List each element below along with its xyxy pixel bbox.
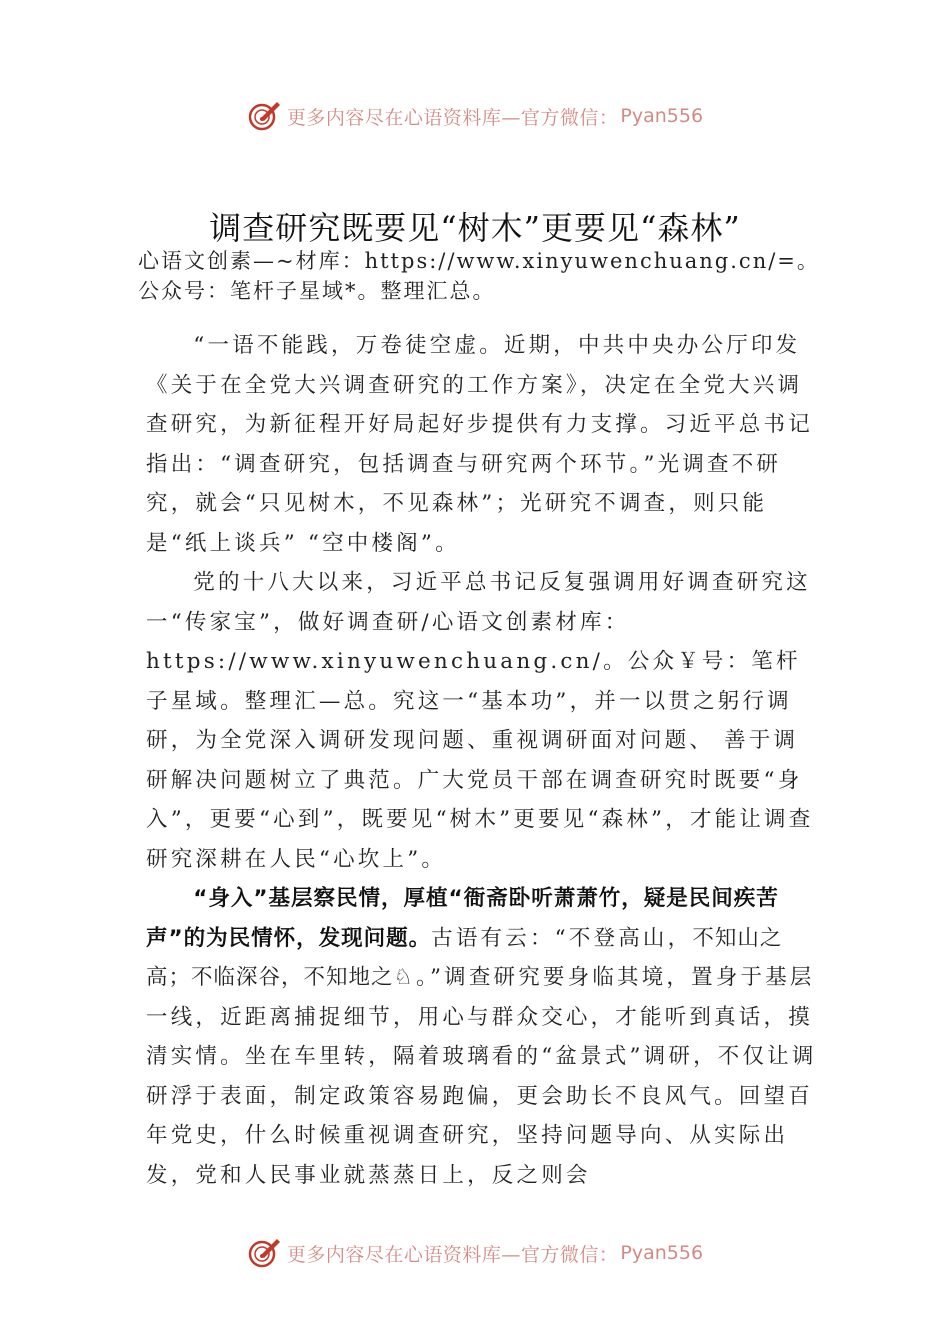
banner-text: 更多内容尽在心语资料库—官方微信： — [286, 1243, 619, 1266]
paragraph-3-text-a: 古语有云：“不登高山， — [431, 925, 693, 951]
source-line: 心语文创素—~材库：https://www.xinyuwenchuang.cn/=。公众号：笔杆子星域*。整理汇总。 — [138, 249, 820, 303]
paragraph-3-sans-text: 不知山之高；不临深谷，不知地之 — [146, 925, 783, 990]
paragraph-1: “一语不能践，万卷徒空虚。近期，中共中央办公厅印发《关于在全党大兴调查研究的工作方案》，决定在全党大兴调查研究，为新征程开好局起好步提供有力支撑。习近平总书记指出：“调查研究，包括调查与研究两个环节。”光调查不研究，就会“只见树木，不见森林”；光研究不调查，则只能是“纸上谈兵” “空中楼阁”。 — [146, 333, 813, 556]
banner-wechat-id: Pyan556 — [620, 1242, 704, 1264]
red-pen-nib-icon — [247, 98, 283, 134]
paragraph-3-bold-lead: “身入”基层察民情，厚植“衙斋卧听萧萧竹，疑是民间疾苦声”的为民情怀，发现问题。 — [146, 886, 779, 951]
paragraph-3-text-b: ♘。”调查研究要身临其境，置身于基层一线，近距离捕捉细节，用心与群众交心，才能听到真话，摸清实情。坐在车里转，隔着玻璃看的“盆景式”调研，不仅让调研浮于表面，制定政策容易跑偏，更会助长不良风气。回望百年党史，什么时候重视调查研究，坚持问题导向、从实际出发，党和人民事业就蒸蒸日上，反之则会 — [146, 965, 817, 1188]
banner-text: 更多内容尽在心语资料库—官方微信： — [286, 106, 619, 129]
paragraph-2: 党的十八大以来，习近平总书记反复强调用好调查研究这一“传家宝”，做好调查研/心语文创素材库：https://www.xinyuwenchuang.cn/。公众￥号：笔杆子星域。整理汇—总。究这一“基本功”，并一以贯之躬行调研，为全党深入调研发现问题、重视调研面对问题、 善于调研解决问题树立了典范。广大党员干部在调查研究时既要“身入”，更要“心到”，既要见“树木”更要见“森林”，才能让调查研究深耕在人民“心坎上”。 — [146, 570, 814, 872]
red-pen-nib-icon — [247, 1235, 283, 1271]
header-banner — [0, 94, 950, 138]
paragraph-3 — [146, 879, 822, 1195]
footer-banner — [0, 1231, 950, 1275]
article-title: 调查研究既要见“树木”更要见“森林” — [209, 209, 741, 247]
article-body — [146, 326, 822, 1195]
banner-wechat-id: Pyan556 — [620, 105, 704, 127]
